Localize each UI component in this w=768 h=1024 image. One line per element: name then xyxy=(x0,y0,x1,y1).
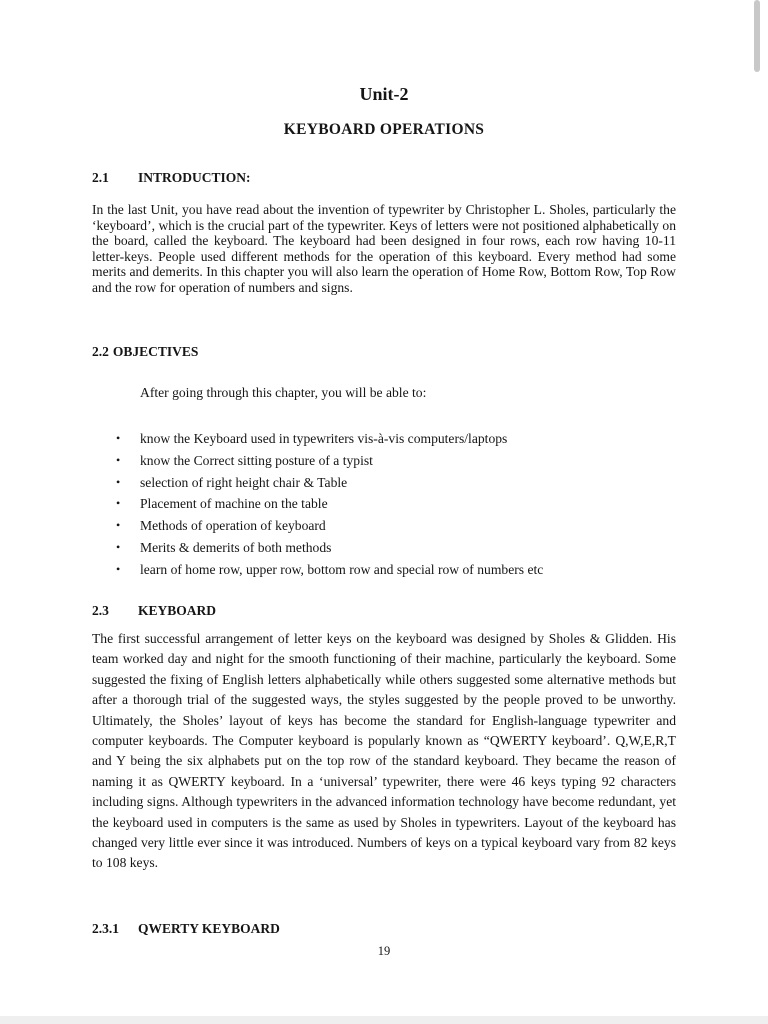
section-number: 2.1 xyxy=(92,170,109,185)
bullet-icon: • xyxy=(116,561,121,576)
bullet-icon: • xyxy=(116,518,121,533)
introduction-paragraph: In the last Unit, you have read about the invention of typewriter by Christopher L. Sholes, particularly the ‘keyboard’, which is the crucial part of the typewriter. Keys of letters were not positioned alphabetically on the board, called the keyboard. The keyboard had been designed in four rows, each row having 10-11 letter-keys. People used different methods for the operation of this keyboard. Every method had some merits and demerits. In this chapter you will also learn the operation of Home Row, Bottom Row, Top Row and the row for operation of numbers and signs. xyxy=(92,202,676,295)
list-item xyxy=(116,472,543,494)
objectives-lead: After going through this chapter, you will be able to: xyxy=(140,385,427,400)
section-number: 2.2 xyxy=(92,344,109,359)
bottom-edge-bar xyxy=(0,1016,768,1024)
section-heading-qwerty xyxy=(92,921,280,937)
chapter-title: KEYBOARD OPERATIONS xyxy=(283,121,485,138)
list-item xyxy=(116,559,543,581)
bullet-icon: • xyxy=(116,452,121,467)
section-number: 2.3 xyxy=(92,603,109,618)
section-heading-objectives xyxy=(92,344,198,360)
list-item xyxy=(116,493,543,515)
bullet-icon: • xyxy=(116,496,121,511)
vertical-scrollbar[interactable] xyxy=(754,0,760,72)
section-title: INTRODUCTION: xyxy=(138,170,251,185)
list-item xyxy=(116,450,543,472)
list-item-text: know the Correct sitting posture of a typist xyxy=(140,452,373,468)
list-item xyxy=(116,515,543,537)
list-item-text: learn of home row, upper row, bottom row and special row of numbers etc xyxy=(140,561,544,577)
list-item-text: Placement of machine on the table xyxy=(140,496,328,512)
section-title: OBJECTIVES xyxy=(112,344,199,359)
bullet-icon: • xyxy=(116,474,121,489)
list-item-text: selection of right height chair & Table xyxy=(140,474,348,490)
page-number: 19 xyxy=(377,944,391,958)
bullet-icon: • xyxy=(116,539,121,554)
bullet-icon: • xyxy=(116,431,121,445)
section-heading-keyboard xyxy=(92,603,216,619)
keyboard-paragraph: The first successful arrangement of letter keys on the keyboard was designed by Sholes & Glidden. His team worked day and night for the smooth functioning of their machine, particularly the keyboard. Some suggested the fixing of English letters alphabetically while others suggested some alternative methods but after a thorough trial of the suggested ways, the styles suggested by the people proved to be unworthy. Ultimately, the Sholes’ layout of keys has become the standard for English-language typewriter and computer keyboards. The Computer keyboard is popularly known as “QWERTY keyboard’. Q,W,E,R,T and Y being the six alphabets put on the top row of the standard keyboard. They became the reason of naming it as QWERTY keyboard. In a ‘universal’ typewriter, there were 46 keys typing 92 characters including signs. Although typewriters in the advanced information technology have become redundant, yet the keyboard used in computers is the same as used by Sholes in typewriters. Layout of the keyboard has changed very little ever since it was introduced. Numbers of keys on a typical keyboard vary from 82 keys to 108 keys. xyxy=(92,631,676,871)
section-title: KEYBOARD xyxy=(138,603,217,618)
section-title: QWERTY KEYBOARD xyxy=(138,921,280,936)
list-item-text: Merits & demerits of both methods xyxy=(140,539,332,555)
list-item xyxy=(116,428,543,450)
list-item xyxy=(116,537,543,559)
section-number: 2.3.1 xyxy=(92,921,119,936)
unit-title: Unit-2 xyxy=(359,84,409,104)
list-item-text: Methods of operation of keyboard xyxy=(140,518,326,534)
list-item-text: know the Keyboard used in typewriters vis-à-vis computers/laptops xyxy=(140,431,508,446)
section-heading-introduction xyxy=(92,170,251,186)
objectives-list xyxy=(116,428,543,581)
